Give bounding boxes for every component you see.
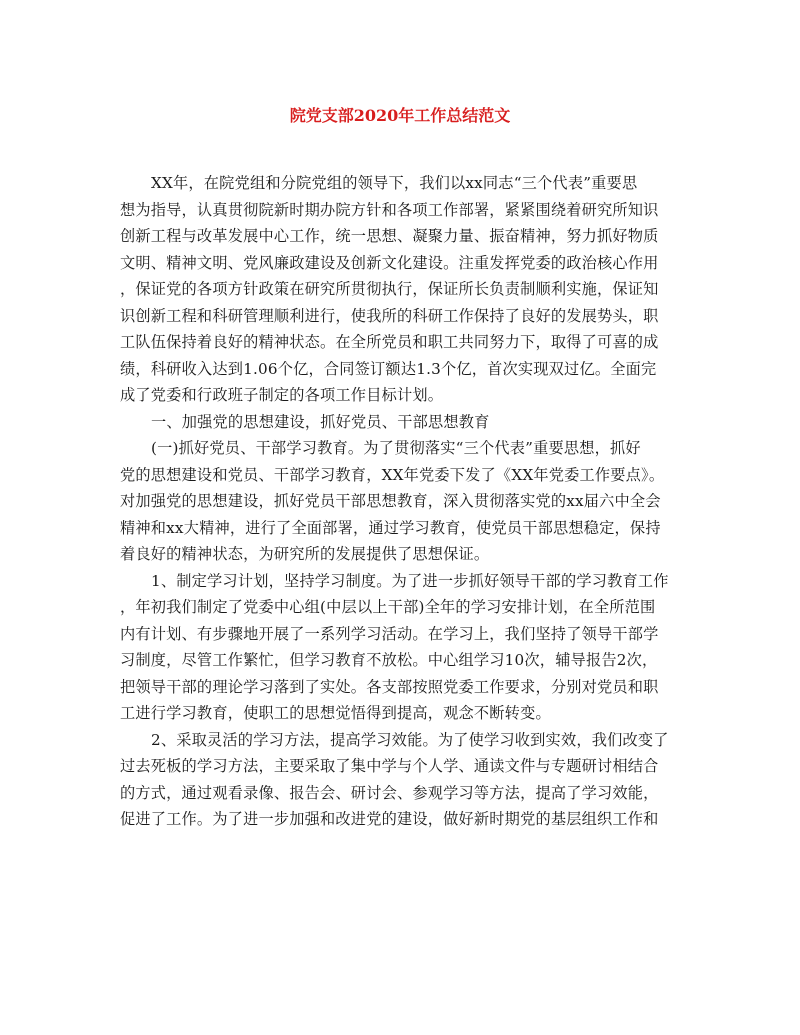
text-line: 创新工程与改革发展中心工作，统一思想、凝聚力量、振奋精神，努力抓好物质 (120, 227, 659, 245)
document-body (120, 170, 688, 833)
text-line: 一、加强党的思想建设，抓好党员、干部思想教育 (151, 412, 490, 431)
text-line: 文明、精神文明、党风廉政建设及创新文化建设。注重发挥党委的政治核心作用 (120, 253, 659, 272)
paragraph-subsection-1 (120, 435, 688, 568)
text-line: 成了党委和行政班子制定的各项工作目标计划。 (120, 386, 444, 404)
text-line: XX年，在院党组和分院党组的领导下，我们以xx同志“三个代表”重要思 (151, 174, 638, 192)
paragraph-item-1 (120, 568, 688, 727)
paragraph-item-2 (120, 727, 688, 833)
text-line: 促进了工作。为了进一步加强和改进党的建设，做好新时期党的基层组织工作和 (120, 810, 659, 828)
text-line: 着良好的精神状态，为研究所的发展提供了思想保证。 (120, 545, 490, 563)
text-line: ，保证党的各项方针政策在研究所贯彻执行，保证所长负责制顺利实施，保证知 (120, 280, 659, 298)
section-heading (120, 409, 688, 436)
text-line: 工队伍保持着良好的精神状态。在全所党员和职工共同努力下，取得了可喜的成 (120, 333, 659, 351)
text-line: 党的思想建设和党员、干部学习教育，XX年党委下发了《XX年党委工作要点》。 (120, 465, 665, 484)
text-line: 识创新工程和科研管理顺利进行，使我所的科研工作保持了良好的发展势头，职 (120, 306, 659, 325)
text-line: 内有计划、有步骤地开展了一系列学习活动。在学习上，我们坚持了领导干部学 (120, 624, 659, 643)
text-line: 的方式，通过观看录像、报告会、研讨会、参观学习等方法，提高了学习效能， (120, 783, 659, 802)
text-line: 想为指导，认真贯彻院新时期办院方针和各项工作部署，紧紧围绕着研究所知识 (120, 200, 659, 219)
text-line: 对加强党的思想建设，抓好党员干部思想教育，深入贯彻落实党的xx届六中全会 (120, 492, 661, 510)
text-line: ，年初我们制定了党委中心组(中层以上干部)全年的学习安排计划，在全所范围 (120, 598, 656, 616)
text-line: (一)抓好党员、干部学习教育。为了贯彻落实“三个代表”重要思想，抓好 (151, 439, 641, 457)
text-line: 绩，科研收入达到1.06个亿，合同签订额达1.3个亿，首次实现双过亿。全面完 (120, 359, 657, 378)
text-line: 过去死板的学习方法，主要采取了集中学与个人学、通读文件与专题研讨相结合 (120, 757, 659, 775)
text-line: 工进行学习教育，使职工的思想觉悟得到提高，观念不断转变。 (120, 704, 551, 722)
text-line: 把领导干部的理论学习落到了实处。各支部按照党委工作要求，分别对党员和职 (120, 677, 659, 696)
text-line: 1、制定学习计划，坚持学习制度。为了进一步抓好领导干部的学习教育工作 (151, 571, 669, 590)
text-line: 2、采取灵活的学习方法，提高学习效能。为了使学习收到实效，我们改变了 (151, 730, 669, 749)
paragraph-intro (120, 170, 688, 409)
text-line: 习制度，尽管工作繁忙，但学习教育不放松。中心组学习10次，辅导报告2次， (120, 651, 658, 669)
document-title: 院党支部2020年工作总结范文 (289, 106, 511, 125)
text-line: 精神和xx大精神，进行了全面部署，通过学习教育，使党员干部思想稳定，保持 (120, 518, 661, 537)
